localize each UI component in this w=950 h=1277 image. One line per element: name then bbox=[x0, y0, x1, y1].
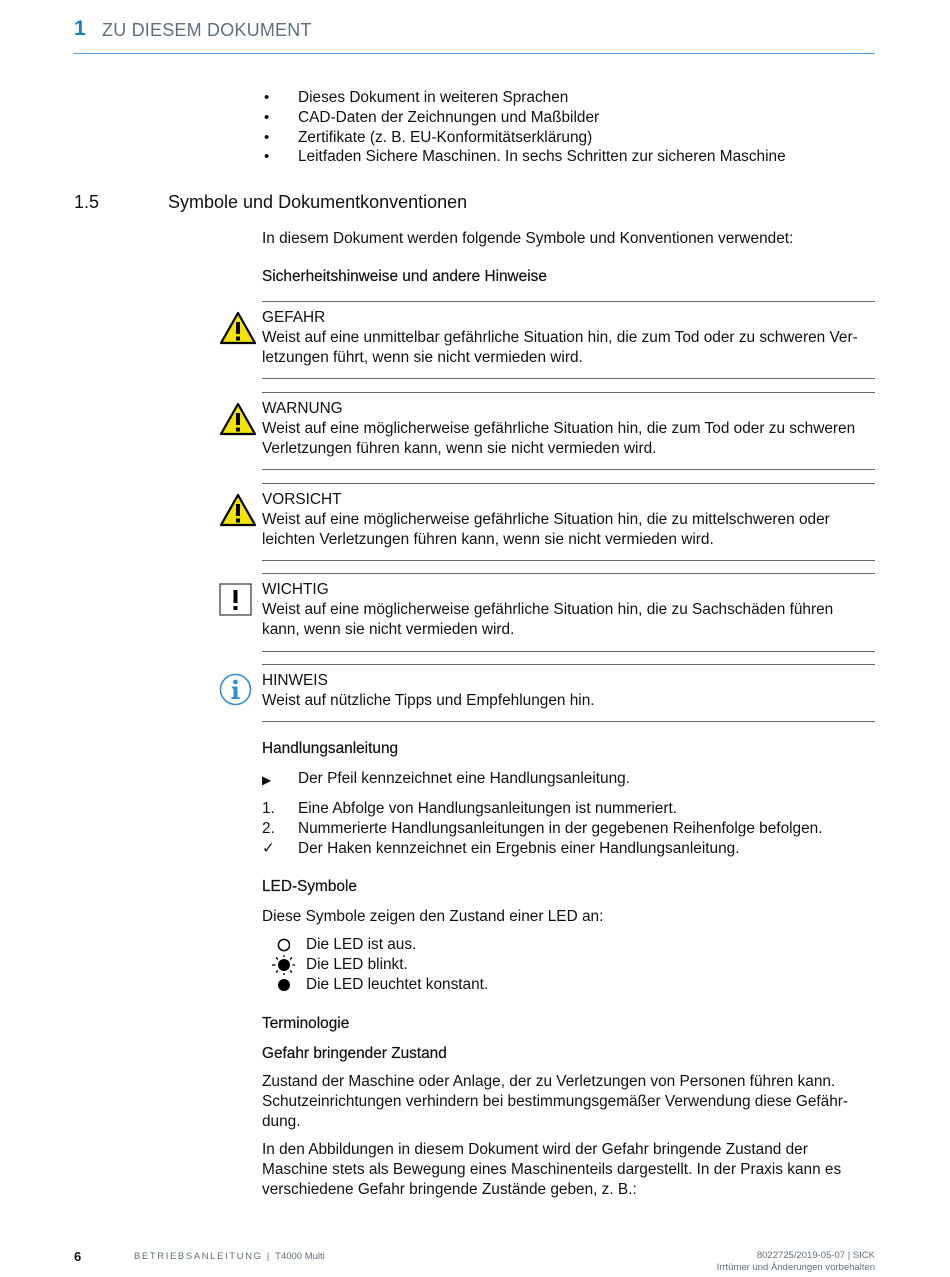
chapter-title: ZU DIESEM DOKUMENT bbox=[102, 20, 312, 40]
led-intro: Diese Symbole zeigen den Zustand einer LED an: bbox=[262, 908, 604, 925]
footer-doc-title bbox=[134, 1251, 325, 1262]
list-item: • CAD-Daten der Zeichnungen und Maßbilder bbox=[262, 108, 786, 128]
list-item: • Zertifikate (z. B. EU-Konformitätserklärung) bbox=[262, 128, 786, 148]
notices-heading: Sicherheitshinweise und andere Hinweise bbox=[262, 268, 547, 285]
terminology-heading: Terminologie bbox=[262, 1015, 350, 1032]
led-text: Die LED ist aus. bbox=[306, 936, 417, 953]
footer-doc-type: BETRIEBSANLEITUNG bbox=[134, 1251, 263, 1262]
led-heading: LED-Symbole bbox=[262, 878, 357, 895]
notice-keyword: GEFAHR bbox=[262, 309, 326, 326]
instruction-text: Eine Abfolge von Handlungsanleitungen ist nummeriert. bbox=[298, 800, 678, 817]
footer-meta bbox=[717, 1250, 875, 1274]
term-paragraph: Zustand der Maschine oder Anlage, der zu Verletzungen von Personen führen kann. Schutzeinrichtungen verhindern bei bestimmungsgemäßer Verwendung diese Gefähr-dung. bbox=[262, 1073, 849, 1130]
list-item bbox=[272, 955, 488, 975]
led-on-icon bbox=[272, 977, 290, 993]
instruction-text: Nummerierte Handlungsanleitungen in der gegebenen Reihenfolge befolgen. bbox=[298, 820, 823, 837]
step-number: 1. bbox=[262, 800, 275, 817]
intro-paragraph: In diesem Dokument werden folgende Symbole und Konventionen verwendet: bbox=[262, 230, 794, 247]
notice-keyword: VORSICHT bbox=[262, 491, 342, 508]
list-item bbox=[272, 935, 488, 955]
notice-warning bbox=[262, 392, 875, 470]
list-item: • Dieses Dokument in weiteren Sprachen bbox=[262, 88, 786, 108]
section-title: Symbole und Dokumentkonventionen bbox=[168, 192, 468, 212]
warning-triangle-icon bbox=[219, 311, 257, 345]
footer-separator: | bbox=[266, 1251, 271, 1262]
notice-important bbox=[262, 573, 875, 652]
notice-text: Weist auf eine unmittelbar gefährliche Situation hin, die zum Tod oder zu schweren Ver-letzungen führt, wenn sie nicht vermieden wird. bbox=[262, 329, 858, 367]
instructions-heading: Handlungsanleitung bbox=[262, 740, 399, 757]
notice-hint bbox=[262, 664, 875, 722]
led-text: Die LED blinkt. bbox=[306, 956, 408, 973]
led-symbol-list bbox=[272, 935, 488, 995]
warning-triangle-icon bbox=[219, 493, 257, 527]
chapter-number: 1 bbox=[74, 17, 86, 40]
led-blinking-icon bbox=[271, 955, 295, 975]
term-paragraph: In den Abbildungen in diesem Dokument wird der Gefahr bringende Zustand der Maschine stets als Bewegung eines Maschinenteils dargestellt. In der Praxis kann es verschiedene Gefahr bringende Zustände geben, z. B.: bbox=[262, 1141, 842, 1198]
list-item bbox=[262, 839, 875, 859]
page-header bbox=[74, 17, 875, 54]
instruction-text: Der Pfeil kennzeichnet eine Handlungsanleitung. bbox=[298, 770, 630, 787]
footer-doc-id: 8022725/2019-05-07 | SICK bbox=[756, 1250, 875, 1261]
term-heading: Gefahr bringender Zustand bbox=[262, 1045, 447, 1062]
notice-danger bbox=[262, 301, 875, 379]
list-item bbox=[262, 819, 875, 839]
list-item bbox=[262, 769, 875, 789]
notice-text: Weist auf eine möglicherweise gefährliche Situation hin, die zum Tod oder zu schweren Verletzungen führen kann, wenn sie nicht vermieden wird. bbox=[262, 420, 856, 458]
notice-text: Weist auf eine möglicherweise gefährliche Situation hin, die zu mittelschweren oder leichten Verletzungen führen kann, wenn sie nicht vermieden wird. bbox=[262, 511, 830, 549]
list-item bbox=[272, 975, 488, 995]
notice-keyword: WICHTIG bbox=[262, 581, 329, 598]
page-number: 6 bbox=[74, 1249, 82, 1264]
intro-bullet-list bbox=[262, 88, 786, 167]
footer-disclaimer: Irrtümer und Änderungen vorbehalten bbox=[716, 1262, 875, 1273]
warning-triangle-icon bbox=[219, 402, 257, 436]
section-number: 1.5 bbox=[74, 192, 100, 212]
notice-text: Weist auf eine möglicherweise gefährliche Situation hin, die zu Sachschäden führen kann, wenn sie nicht vermieden wird. bbox=[262, 601, 834, 639]
notice-caution bbox=[262, 483, 875, 561]
notice-text: Weist auf nützliche Tipps und Empfehlungen hin. bbox=[262, 692, 595, 709]
numbered-instruction-list bbox=[262, 799, 875, 859]
arrow-icon: ▶ bbox=[262, 773, 272, 787]
instruction-list bbox=[262, 769, 875, 789]
footer-product: T4000 Multi bbox=[275, 1251, 325, 1262]
check-icon: ✓ bbox=[262, 840, 275, 857]
led-off-icon bbox=[272, 937, 290, 953]
led-text: Die LED leuchtet konstant. bbox=[306, 976, 489, 993]
notice-keyword: WARNUNG bbox=[262, 400, 343, 417]
exclamation-box-icon bbox=[219, 583, 253, 617]
step-number: 2. bbox=[262, 820, 275, 837]
info-circle-icon bbox=[219, 673, 253, 707]
notice-keyword: HINWEIS bbox=[262, 672, 328, 689]
list-item bbox=[262, 799, 875, 819]
list-item: • Leitfaden Sichere Maschinen. In sechs Schritten zur sicheren Maschine bbox=[262, 147, 786, 167]
instruction-text: Der Haken kennzeichnet ein Ergebnis einer Handlungsanleitung. bbox=[298, 840, 740, 857]
